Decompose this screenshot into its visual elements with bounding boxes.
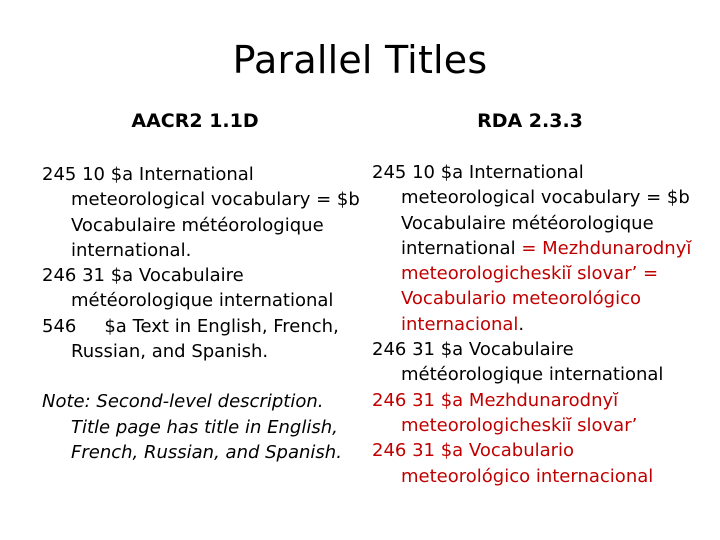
- rda-246-entry-russian: 246 31 $a Mezhdunarodnyĭ meteorologicheskiĭ slovar’: [372, 389, 638, 436]
- aacr2-heading: AACR2 1.1D: [131, 110, 259, 132]
- aacr2-245-entry: 245 10 $a International meteorological vocabulary = $b Vocabulaire météorologique international.: [42, 164, 360, 261]
- aacr2-column: [42, 162, 360, 465]
- rda-245-parallel-titles: = Mezhdunarodnyĭ meteorologicheskiĭ slovar’ = Vocabulario meteorológico internacional: [401, 237, 692, 335]
- aacr2-546-entry: [42, 314, 360, 365]
- rda-245-period: .: [518, 313, 525, 335]
- rda-246-entry-french: 246 31 $a Vocabulaire météorologique international: [372, 339, 664, 386]
- aacr2-546-tag: 546: [42, 315, 77, 337]
- rda-245-main: 245 10 $a International meteorological vocabulary = $b Vocabulaire météorologique international: [372, 162, 690, 259]
- aacr2-546-text: $a Text in English, French, Russian, and Spanish.: [71, 315, 339, 363]
- rda-heading: RDA 2.3.3: [477, 110, 583, 132]
- slide-title: Parallel Titles: [232, 38, 488, 82]
- rda-246-entry-spanish: 246 31 $a Vocabulario meteorológico internacional: [372, 440, 654, 487]
- rda-245-entry: [372, 160, 702, 337]
- rda-column: [372, 160, 702, 489]
- aacr2-note: Note: Second-level description. Title page has title in English, French, Russian, and Spanish.: [42, 391, 342, 463]
- aacr2-246-entry: 246 31 $a Vocabulaire météorologique international: [42, 265, 334, 312]
